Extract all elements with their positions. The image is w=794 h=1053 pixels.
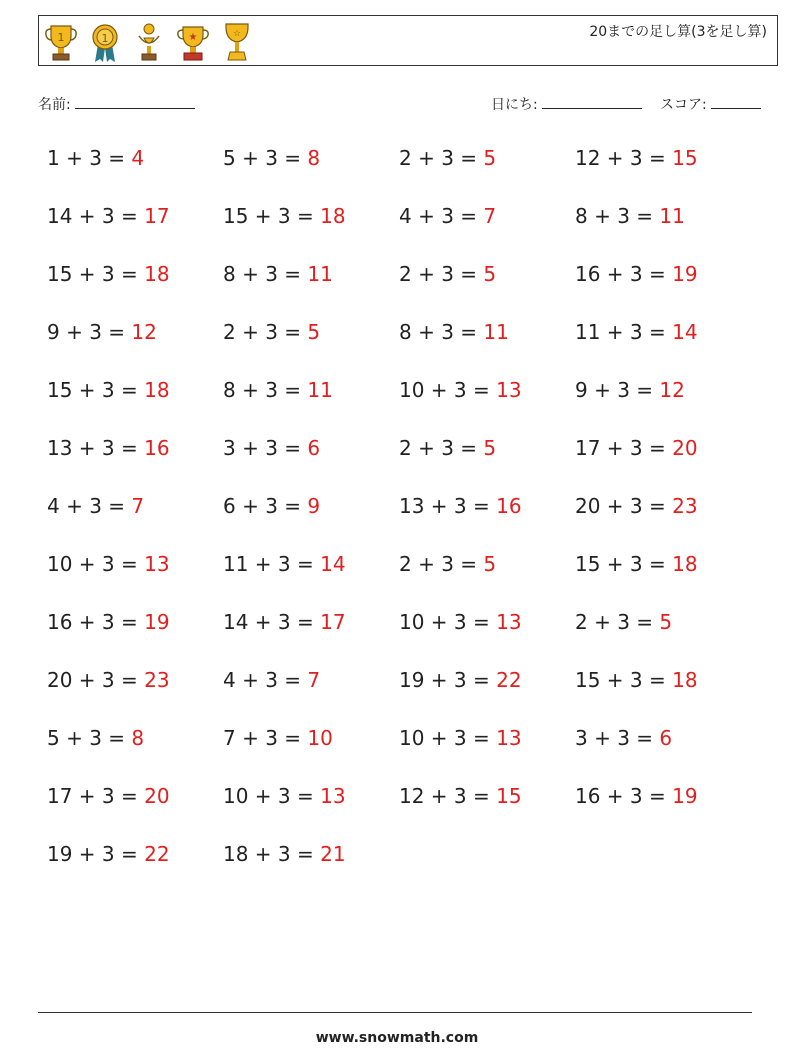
- problem-answer: 23: [144, 668, 170, 692]
- problem-item: [47, 726, 223, 784]
- problem-question: 4 + 3 =: [223, 668, 308, 692]
- problem-answer: 9: [307, 494, 321, 518]
- problem-question: 17 + 3 =: [575, 436, 673, 460]
- medal-1-icon: [87, 20, 123, 64]
- problem-answer: 13: [496, 726, 522, 750]
- problem-item: [223, 436, 399, 494]
- problem-question: 15 + 3 =: [223, 204, 321, 228]
- problem-answer: 13: [320, 784, 346, 808]
- footer-site: www.snowmath.com: [315, 1030, 479, 1046]
- problem-item: [575, 204, 751, 262]
- date-label: 日にち:: [491, 97, 538, 113]
- problem-answer: 11: [307, 378, 333, 402]
- problem-question: 14 + 3 =: [47, 204, 145, 228]
- problem-item: [47, 262, 223, 320]
- problem-question: 5 + 3 =: [223, 146, 308, 170]
- problem-item: [575, 262, 751, 320]
- problem-answer: 22: [496, 668, 522, 692]
- problem-answer: 19: [672, 262, 698, 286]
- problem-question: 3 + 3 =: [223, 436, 308, 460]
- svg-text:1: 1: [57, 31, 65, 44]
- problem-answer: 11: [307, 262, 333, 286]
- svg-text:☆: ☆: [232, 29, 242, 39]
- problem-question: 2 + 3 =: [399, 552, 484, 576]
- problem-answer: 4: [131, 146, 145, 170]
- header-box: [38, 15, 778, 66]
- problem-question: 16 + 3 =: [47, 610, 145, 634]
- problem-item: [399, 436, 575, 494]
- trophy-1-icon: [43, 20, 79, 64]
- problem-item: [47, 378, 223, 436]
- problem-item: [399, 610, 575, 668]
- problem-answer: 19: [672, 784, 698, 808]
- problem-question: 20 + 3 =: [575, 494, 673, 518]
- problem-question: 4 + 3 =: [47, 494, 132, 518]
- problem-question: 1 + 3 =: [47, 146, 132, 170]
- problem-question: 17 + 3 =: [47, 784, 145, 808]
- problem-answer: 18: [672, 668, 698, 692]
- problem-question: 4 + 3 =: [399, 204, 484, 228]
- problem-question: 13 + 3 =: [399, 494, 497, 518]
- problem-row: [47, 668, 751, 726]
- problem-answer: 14: [672, 320, 698, 344]
- problem-row: [47, 146, 751, 204]
- problem-item: [399, 204, 575, 262]
- name-label: 名前:: [38, 97, 71, 113]
- problem-item: [575, 320, 751, 378]
- problem-item: [399, 668, 575, 726]
- problem-answer: 5: [659, 610, 673, 634]
- problem-answer: 5: [483, 436, 497, 460]
- problem-question: 5 + 3 =: [47, 726, 132, 750]
- problem-question: 2 + 3 =: [399, 146, 484, 170]
- problem-answer: 12: [659, 378, 685, 402]
- problem-question: 11 + 3 =: [575, 320, 673, 344]
- problem-answer: 6: [659, 726, 673, 750]
- problem-answer: 15: [496, 784, 522, 808]
- problem-question: 6 + 3 =: [223, 494, 308, 518]
- problem-question: 12 + 3 =: [399, 784, 497, 808]
- problem-item: [223, 784, 399, 842]
- problem-question: 16 + 3 =: [575, 784, 673, 808]
- problem-item: [575, 146, 751, 204]
- problem-item: [575, 784, 751, 842]
- problem-answer: 18: [672, 552, 698, 576]
- problem-answer: 5: [483, 146, 497, 170]
- problem-question: 18 + 3 =: [223, 842, 321, 866]
- problem-answer: 8: [307, 146, 321, 170]
- date-field[interactable]: [491, 94, 642, 114]
- problem-answer: 6: [307, 436, 321, 460]
- problem-item: [223, 146, 399, 204]
- problem-item: [399, 320, 575, 378]
- problem-answer: 5: [307, 320, 321, 344]
- problem-item: [223, 842, 399, 900]
- problem-question: 20 + 3 =: [47, 668, 145, 692]
- problem-item: [399, 146, 575, 204]
- problem-question: 15 + 3 =: [47, 378, 145, 402]
- problem-answer: 16: [496, 494, 522, 518]
- score-label: スコア:: [660, 97, 707, 113]
- problem-answer: 7: [131, 494, 145, 518]
- problem-answer: 23: [672, 494, 698, 518]
- problem-item: [47, 784, 223, 842]
- problem-item: [47, 842, 223, 900]
- problem-item: [575, 668, 751, 726]
- problem-item: [47, 436, 223, 494]
- problem-answer: 15: [672, 146, 698, 170]
- problem-row: [47, 262, 751, 320]
- problem-row: [47, 378, 751, 436]
- problem-answer: 17: [320, 610, 346, 634]
- problem-item: [399, 378, 575, 436]
- problem-row: [47, 204, 751, 262]
- score-field[interactable]: [660, 94, 761, 114]
- problem-item: [223, 494, 399, 552]
- problem-question: 10 + 3 =: [399, 378, 497, 402]
- worksheet-title: 20までの足し算(3を足し算): [589, 24, 767, 40]
- problem-row: [47, 494, 751, 552]
- problem-row: [47, 552, 751, 610]
- problem-question: 2 + 3 =: [399, 262, 484, 286]
- footer-divider: [38, 1012, 752, 1013]
- problem-row: [47, 436, 751, 494]
- problem-question: 16 + 3 =: [575, 262, 673, 286]
- problem-question: 14 + 3 =: [223, 610, 321, 634]
- problem-question: 9 + 3 =: [47, 320, 132, 344]
- problem-question: 19 + 3 =: [47, 842, 145, 866]
- problem-question: 11 + 3 =: [223, 552, 321, 576]
- problem-answer: 13: [496, 378, 522, 402]
- problem-item: [575, 378, 751, 436]
- problem-answer: 19: [144, 610, 170, 634]
- problem-question: 10 + 3 =: [399, 610, 497, 634]
- problem-question: 3 + 3 =: [575, 726, 660, 750]
- problem-question: 10 + 3 =: [223, 784, 321, 808]
- problem-item: [575, 610, 751, 668]
- problem-item: [223, 378, 399, 436]
- problem-answer: 12: [131, 320, 157, 344]
- problem-item: [575, 436, 751, 494]
- problem-item: [223, 262, 399, 320]
- problem-question: 12 + 3 =: [575, 146, 673, 170]
- problem-answer: 20: [144, 784, 170, 808]
- problem-item: [47, 494, 223, 552]
- problem-question: 2 + 3 =: [223, 320, 308, 344]
- problem-item: [575, 726, 751, 784]
- award-figure-icon: [131, 20, 167, 64]
- problem-grid: [47, 146, 751, 900]
- problem-answer: 5: [483, 262, 497, 286]
- problem-answer: 18: [320, 204, 346, 228]
- problem-answer: 5: [483, 552, 497, 576]
- problem-question: 8 + 3 =: [223, 378, 308, 402]
- icon-strip: [43, 20, 255, 64]
- problem-item: [223, 610, 399, 668]
- cup-trophy-icon: [219, 20, 255, 64]
- problem-answer: 16: [144, 436, 170, 460]
- problem-row: [47, 784, 751, 842]
- trophy-star-icon: [175, 20, 211, 64]
- problem-answer: 14: [320, 552, 346, 576]
- problem-answer: 10: [307, 726, 333, 750]
- svg-text:★: ★: [188, 32, 198, 43]
- problem-question: 9 + 3 =: [575, 378, 660, 402]
- problem-answer: 20: [672, 436, 698, 460]
- problem-item: [399, 494, 575, 552]
- problem-item: [223, 320, 399, 378]
- problem-question: 10 + 3 =: [47, 552, 145, 576]
- problem-question: 8 + 3 =: [399, 320, 484, 344]
- problem-answer: 18: [144, 378, 170, 402]
- name-blank-line: [75, 94, 195, 109]
- problem-item: [223, 726, 399, 784]
- problem-question: 2 + 3 =: [575, 610, 660, 634]
- problem-question: 15 + 3 =: [575, 552, 673, 576]
- problem-item: [223, 668, 399, 726]
- problem-row: [47, 726, 751, 784]
- date-blank-line: [542, 94, 642, 109]
- problem-answer: 13: [144, 552, 170, 576]
- problem-question: 15 + 3 =: [47, 262, 145, 286]
- problem-question: 10 + 3 =: [399, 726, 497, 750]
- problem-item: [47, 204, 223, 262]
- problem-item: [47, 668, 223, 726]
- problem-answer: 11: [483, 320, 509, 344]
- problem-question: 7 + 3 =: [223, 726, 308, 750]
- problem-answer: 8: [131, 726, 145, 750]
- problem-item: [223, 552, 399, 610]
- problem-answer: 11: [659, 204, 685, 228]
- problem-item: [399, 262, 575, 320]
- problem-item: [47, 610, 223, 668]
- problem-question: 8 + 3 =: [223, 262, 308, 286]
- problem-answer: 18: [144, 262, 170, 286]
- problem-item: [399, 784, 575, 842]
- problem-row: [47, 842, 751, 900]
- problem-row: [47, 320, 751, 378]
- problem-answer: 17: [144, 204, 170, 228]
- problem-question: 13 + 3 =: [47, 436, 145, 460]
- problem-item: [47, 146, 223, 204]
- problem-answer: 7: [483, 204, 497, 228]
- score-blank-line: [711, 94, 761, 109]
- problem-answer: 7: [307, 668, 321, 692]
- problem-question: 15 + 3 =: [575, 668, 673, 692]
- problem-item: [47, 552, 223, 610]
- problem-answer: 13: [496, 610, 522, 634]
- name-field[interactable]: [38, 94, 195, 114]
- problem-answer: 21: [320, 842, 346, 866]
- svg-text:1: 1: [101, 32, 109, 45]
- problem-question: 8 + 3 =: [575, 204, 660, 228]
- problem-item: [399, 552, 575, 610]
- problem-item: [575, 494, 751, 552]
- problem-item: [223, 204, 399, 262]
- problem-question: 19 + 3 =: [399, 668, 497, 692]
- problem-row: [47, 610, 751, 668]
- problem-item: [47, 320, 223, 378]
- problem-answer: 22: [144, 842, 170, 866]
- problem-question: 2 + 3 =: [399, 436, 484, 460]
- problem-item: [575, 552, 751, 610]
- problem-item: [399, 726, 575, 784]
